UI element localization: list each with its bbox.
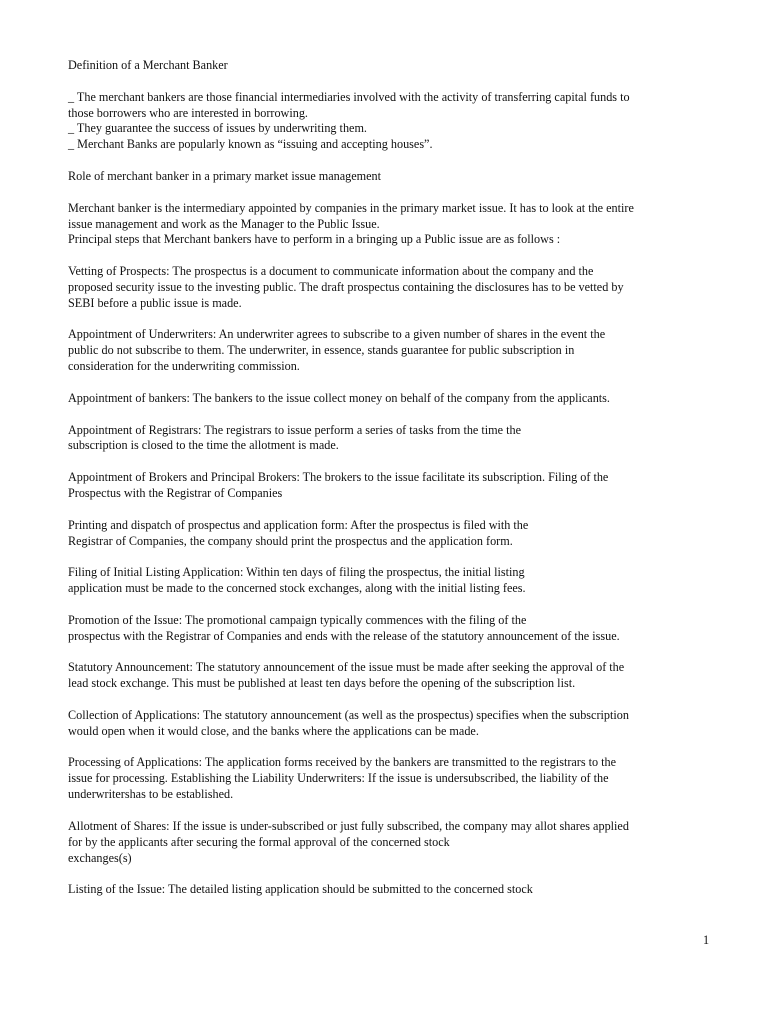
text-line: issue management and work as the Manager to the Public Issue. — [68, 216, 380, 231]
text-line: SEBI before a public issue is made. — [68, 295, 242, 310]
text-line: for by the applicants after securing the formal approval of the concerned stock — [68, 834, 450, 849]
text-line: Appointment of bankers: The bankers to the issue collect money on behalf of the company from the applicants. — [68, 390, 610, 405]
text-line: Appointment of Underwriters: An underwriter agrees to subscribe to a given number of shares in the event the — [68, 327, 606, 342]
text-line: application must be made to the concerned stock exchanges, along with the initial listing fees. — [68, 581, 526, 596]
text-line: Registrar of Companies, the company should print the prospectus and the application form. — [68, 533, 513, 548]
text-line: Promotion of the Issue: The promotional campaign typically commences with the filing of the — [68, 612, 527, 627]
text-line: Printing and dispatch of prospectus and application form: After the prospectus is filed with the — [68, 517, 529, 532]
text-line: underwritershas to be established. — [68, 787, 234, 802]
text-line: Filing of Initial Listing Application: Within ten days of filing the prospectus, the initial listing — [68, 565, 525, 580]
text-line: Appointment of Brokers and Principal Brokers: The brokers to the issue facilitate its subscription. Filing of the — [68, 470, 609, 485]
text-line: _ Merchant Banks are popularly known as “issuing and accepting houses”. — [68, 137, 433, 152]
text-line: exchanges(s) — [68, 850, 132, 865]
text-line: lead stock exchange. This must be published at least ten days before the opening of the subscription list. — [68, 676, 576, 691]
text-line: _ The merchant bankers are those financial intermediaries involved with the activity of transferring capital funds to — [68, 89, 630, 104]
document-title: Definition of a Merchant Banker — [68, 58, 228, 72]
text-line: public do not subscribe to them. The underwriter, in essence, stands guarantee for public subscription in — [68, 343, 575, 358]
text-line: would open when it would close, and the banks where the applications can be made. — [68, 723, 479, 738]
text-line: Collection of Applications: The statutory announcement (as well as the prospectus) specifies when the subscription — [68, 707, 629, 722]
text-line: Prospectus with the Registrar of Companies — [68, 485, 283, 500]
text-line: those borrowers who are interested in borrowing. — [68, 105, 308, 120]
text-line: Appointment of Registrars: The registrars to issue perform a series of tasks from the time the — [68, 422, 521, 437]
text-line: Vetting of Prospects: The prospectus is a document to communicate information about the company and the — [68, 264, 594, 279]
text-line: Principal steps that Merchant bankers have to perform in a bringing up a Public issue are as follows : — [68, 232, 561, 247]
text-line: consideration for the underwriting commission. — [68, 359, 300, 374]
page-number: 1 — [703, 933, 710, 947]
text-line: subscription is closed to the time the allotment is made. — [68, 438, 339, 453]
text-line: Merchant banker is the intermediary appointed by companies in the primary market issue. It has to look at the entire — [68, 200, 634, 215]
text-line: proposed security issue to the investing public. The draft prospectus containing the disclosures has to be vetted by — [68, 279, 624, 294]
text-line: _ They guarantee the success of issues by underwriting them. — [68, 121, 367, 136]
text-line: Role of merchant banker in a primary market issue management — [68, 168, 382, 183]
text-line: Listing of the Issue: The detailed listing application should be submitted to the concerned stock — [68, 882, 533, 897]
text-line: prospectus with the Registrar of Companies and ends with the release of the statutory announcement of the issue. — [68, 628, 620, 643]
text-line: Processing of Applications: The application forms received by the bankers are transmitted to the registrars to the — [68, 755, 617, 770]
text-line: Allotment of Shares: If the issue is under-subscribed or just fully subscribed, the company may allot shares applied — [68, 818, 629, 833]
text-line: Statutory Announcement: The statutory announcement of the issue must be made after seeking the approval of the — [68, 660, 625, 675]
text-line: issue for processing. Establishing the Liability Underwriters: If the issue is undersubscribed, the liability of the — [68, 771, 609, 786]
